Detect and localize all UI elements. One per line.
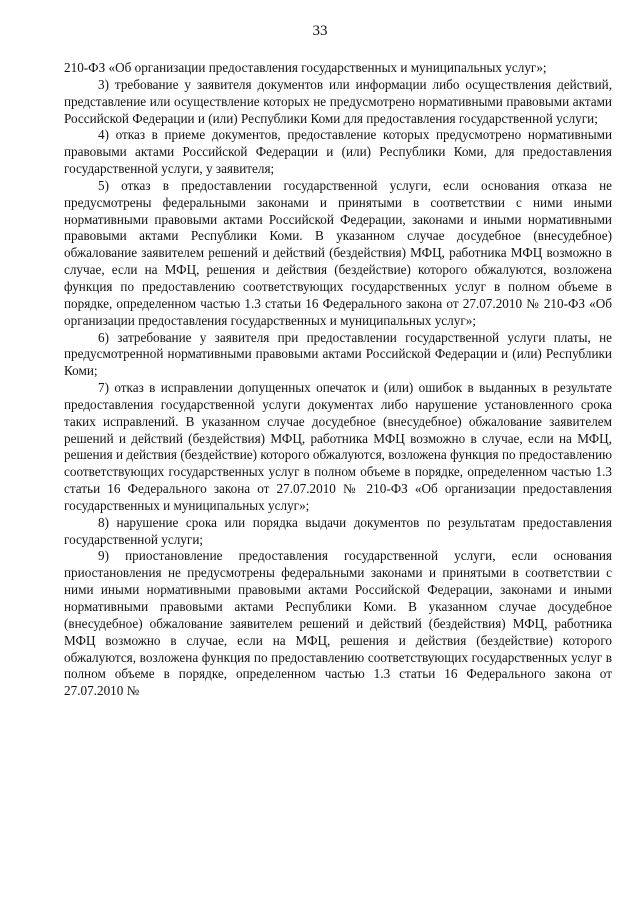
paragraph-item-6: 6) затребование у заявителя при предоставлении государственной услуги платы, не предусмотренной нормативными правовыми актами Российской Федерации и (или) Республики Коми; [64,329,612,379]
paragraph-item-3: 3) требование у заявителя документов или информации либо осуществления действий, представление или осуществление которых не предусмотрено нормативными правовыми актами Российской Федерации и (или) Республики Коми для предоставления государственной услуги; [64,76,612,126]
paragraph-item-9: 9) приостановление предоставления государственной услуги, если основания приостановления не предусмотрены федеральными законами и принятыми в соответствии с ними иными нормативными правовыми актами Российской Федерации, законами и иными нормативными правовыми актами Республики Коми. В указанном случае досудебное (внесудебное) обжалование заявителем решений и действий (бездействия) МФЦ, работника МФЦ возможно в случае, если на МФЦ, решения и действия (бездействие) которого обжалуются, возложена функция по предоставлению соответствующих государственных услуг в полном объеме в порядке, определенном частью 1.3 статьи 16 Федерального закона от 27.07.2010 № [64,548,612,699]
paragraph-item-7: 7) отказ в исправлении допущенных опечаток и (или) ошибок в выданных в результате предоставления государственной услуги документах либо нарушение установленного срока таких исправлений. В указанном случае досудебное (внесудебное) обжалование заявителем решений и действий (бездействия) МФЦ, работника МФЦ возможно в случае, если на МФЦ, решения и действия (бездействие) которого обжалуются, возложена функция по предоставлению соответствующих государственных услуг в полном объеме в порядке, определенном частью 1.3 статьи 16 Федерального закона от 27.07.2010 № 210-ФЗ «Об организации предоставления государственных и муниципальных услуг»; [64,380,612,513]
paragraph-item-5: 5) отказ в предоставлении государственной услуги, если основания отказа не предусмотрены федеральными законами и принятыми в соответствии с ними иными нормативными правовыми актами Российской Федерации, законами и иными нормативными правовыми актами Республики Коми. В указанном случае досудебное (внесудебное) обжалование заявителем решений и действий (бездействия) МФЦ, работника МФЦ возможно в случае, если на МФЦ, решения и действия (бездействие) которого обжалуются, возложена функция по предоставлению соответствующих государственных услуг в полном объеме в порядке, определенном частью 1.3 статьи 16 Федерального закона от 27.07.2010 № 210-ФЗ «Об организации предоставления государственных и муниципальных услуг»; [64,177,612,328]
paragraph-continuation: 210-ФЗ «Об организации предоставления государственных и муниципальных услуг»; [64,60,547,75]
page-number: 33 [312,23,328,39]
paragraph-item-8: 8) нарушение срока или порядка выдачи документов по результатам предоставления государственной услуги; [64,514,612,547]
document-body [64,60,612,700]
paragraph-item-4: 4) отказ в приеме документов, предоставление которых предусмотрено нормативными правовыми актами Российской Федерации и (или) Республики Коми, для предоставления государственной услуги, у заявителя; [64,127,612,177]
